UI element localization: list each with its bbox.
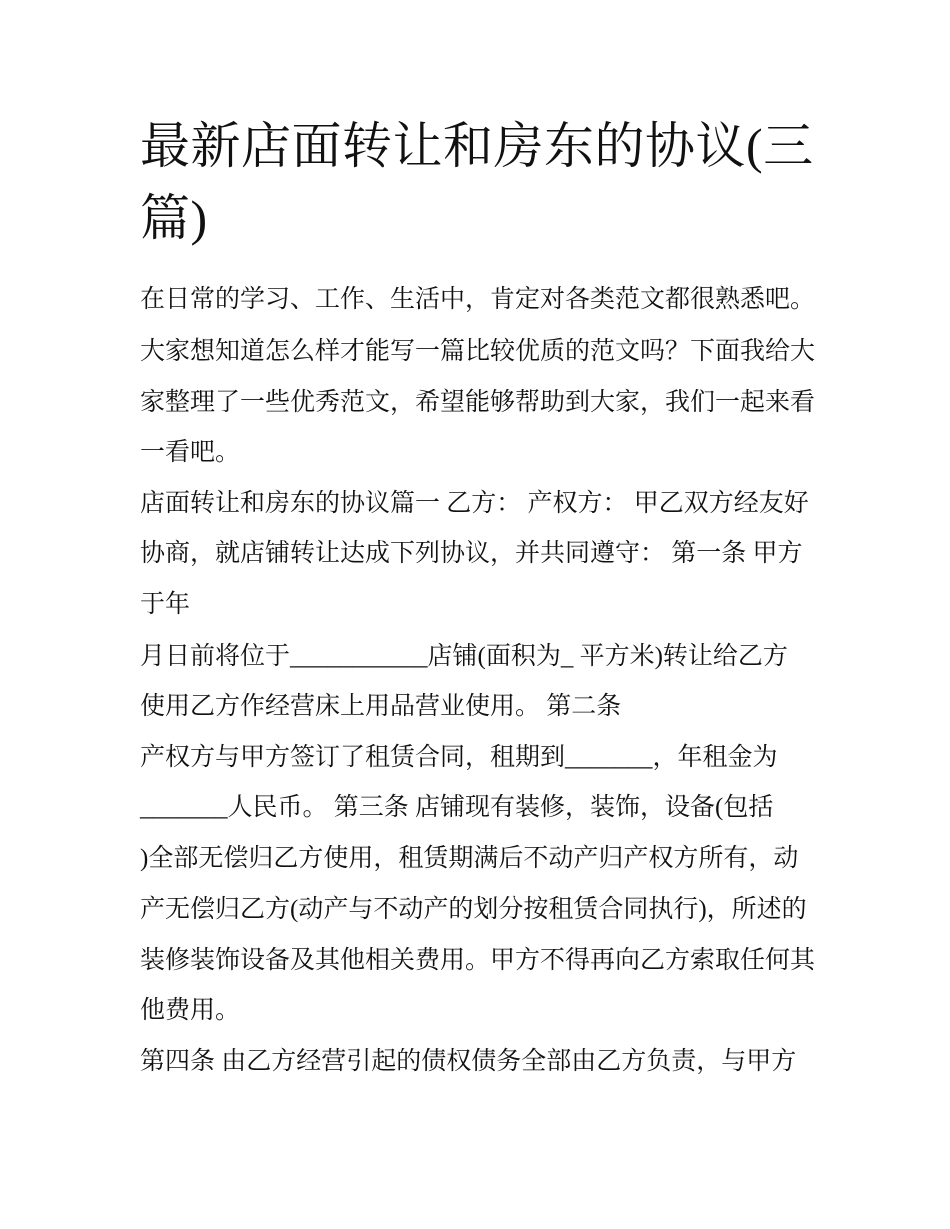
body-text-line: 大家想知道怎么样才能写一篇比较优质的范文吗？下面我给大 [140,338,816,365]
body-text-line: 协商，就店铺转让达成下列协议，并共同遵守： 第一条 甲方 [140,540,803,567]
body-text-line: 产权方与甲方签订了租赁合同，租期到_______，年租金为 [140,744,778,771]
body-text-line: _______人民币。 第三条 店铺现有装修，装饰，设备(包括 [140,794,774,821]
body-text-line: 于年 [140,591,191,618]
title-line-1: 最新店面转让和房东的协议(三 [140,118,814,174]
body-text-line: 家整理了一些优秀范文，希望能够帮助到大家，我们一起来看 [140,389,816,416]
body-text-line: 使用乙方作经营床上用品营业使用。 第二条 [140,693,622,720]
title-line-2: 篇) [140,190,208,246]
body-text-line: )全部无偿归乙方使用，租赁期满后不动产归产权方所有，动 [140,845,799,872]
body-text-line: 装修装饰设备及其他相关费用。甲方不得再向乙方索取任何其 [140,947,816,974]
body-text-line: 产无偿归乙方(动产与不动产的划分按租赁合同执行)，所述的 [140,896,807,923]
body-text-line: 一看吧。 [140,439,241,466]
body-text-line: 月日前将位于___________店铺(面积为_ 平方米)转让给乙方 [140,643,788,670]
body-text-line: 第四条 由乙方经营引起的债权债务全部由乙方负责，与甲方 [140,1048,797,1075]
document-title [140,110,830,254]
body-text-line: 店面转让和房东的协议篇一 乙方： 产权方： 甲乙双方经友好 [140,490,809,517]
body-text-line: 他费用。 [140,997,241,1024]
body-text-line: 在日常的学习、工作、生活中，肯定对各类范文都很熟悉吧。 [140,286,816,313]
